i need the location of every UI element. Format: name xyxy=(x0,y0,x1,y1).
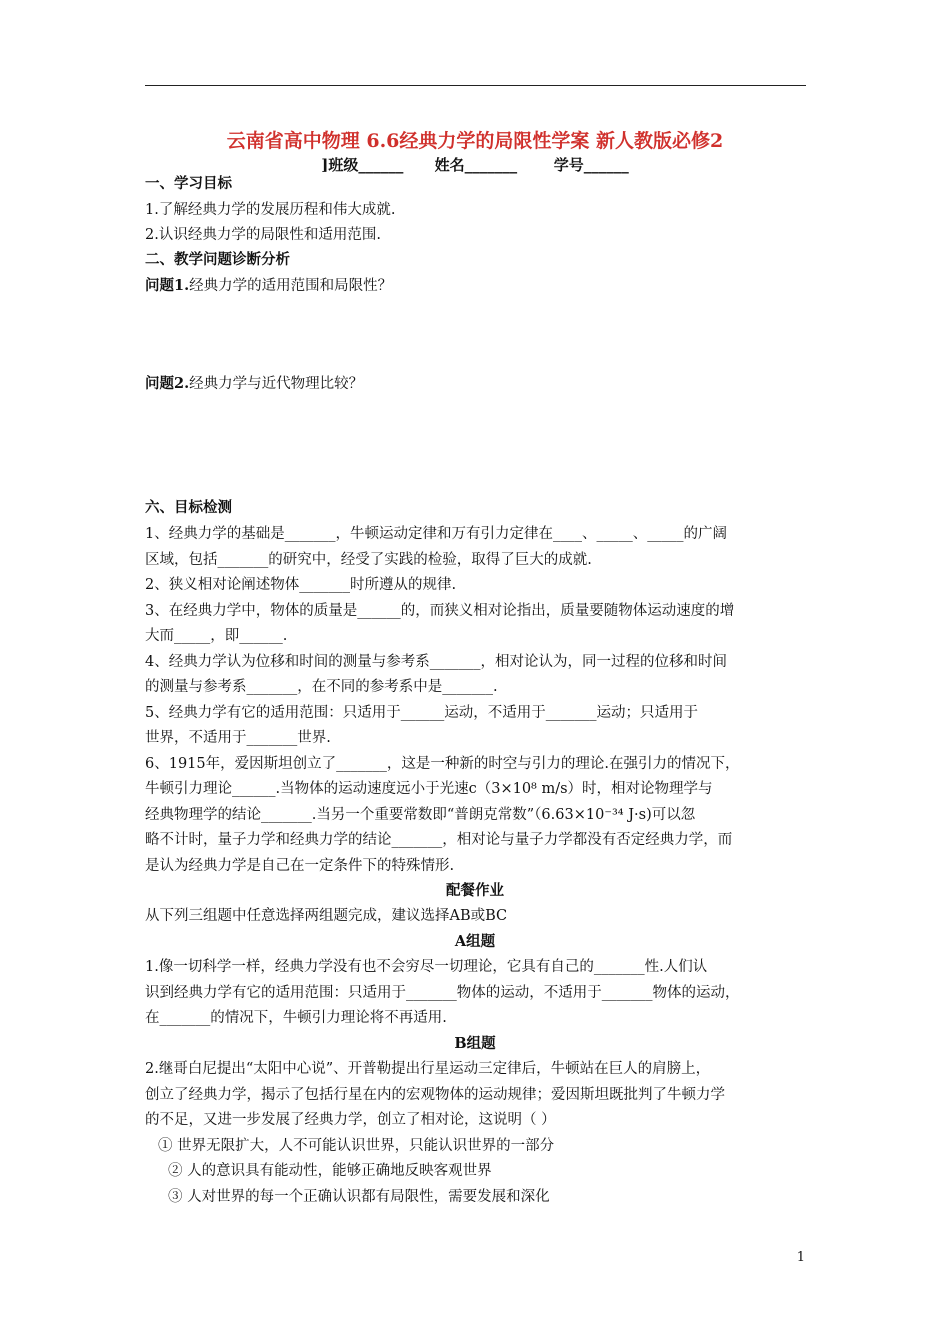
assessment-line: 2、狭义相对论阐述物体_______时所遵从的规律. xyxy=(145,577,457,593)
assessment-line: 世界，不适用于_______世界. xyxy=(145,730,331,746)
group-b-line: 2.继哥白尼提出“太阳中心说”、开普勒提出行星运动三定律后，牛顿站在巨人的肩膀上， xyxy=(145,1061,711,1077)
group-a-line: 在_______的情况下，牛顿引力理论将不再适用. xyxy=(145,1010,447,1026)
assessment-line: 的测量与参考系_______，在不同的参考系中是_______. xyxy=(145,679,498,695)
assessment-line: 牛顿引力理论______.当物体的运动速度远小于光速c（3×10⁸ m/s）时，相对论物理学与 xyxy=(145,781,713,797)
section-heading-assessment: 六、目标检测 xyxy=(145,499,232,516)
assessment-line: 5、经典力学有它的适用范围：只适用于______运动，不适用于_______运动；只适用于 xyxy=(145,705,698,721)
assessment-line: 4、经典力学认为位移和时间的测量与参考系_______，相对论认为，同一过程的位移和时间 xyxy=(145,654,727,670)
question-1 xyxy=(145,279,392,294)
question-2 xyxy=(145,377,363,392)
assessment-line: 经典物理学的结论_______.当另一个重要常数即“普朗克常数”（6.63×10⁻³⁴ J·s)可以忽 xyxy=(145,807,696,823)
group-a-line: 识到经典力学有它的适用范围：只适用于_______物体的运动，不适用于_______物体的运动， xyxy=(145,985,740,1001)
option-item: ① 世界无限扩大，人不可能认识世界，只能认识世界的一部分 xyxy=(158,1138,555,1154)
assessment-line: 6、1915年，爱因斯坦创立了_______，这是一种新的时空与引力的理论.在强引力的情况下， xyxy=(145,756,740,772)
student-info-line: ]班级______ 姓名_______ 学号______ xyxy=(321,156,629,174)
option-item: ② 人的意识具有能动性，能够正确地反映客观世界 xyxy=(168,1163,492,1179)
assessment-line: 3、在经典力学中，物体的质量是______的，而狭义相对论指出，质量要随物体运动速度的增 xyxy=(145,603,735,619)
question-label: 问题2. xyxy=(145,375,190,392)
question-text: 经典力学与近代物理比较？ xyxy=(189,376,364,392)
homework-heading: 配餐作业 xyxy=(446,882,504,899)
assessment-line: 是认为经典力学是自己在一定条件下的特殊情形. xyxy=(145,858,455,874)
group-b-line: 创立了经典力学，揭示了包括行星在内的宏观物体的运动规律；爱因斯坦既批判了牛顿力学 xyxy=(145,1087,725,1103)
group-a-heading: A组题 xyxy=(454,933,496,950)
header-rule xyxy=(145,85,806,86)
section-heading-diagnosis: 二、教学问题诊断分析 xyxy=(145,251,290,268)
assessment-line: 大而_____，即______. xyxy=(145,628,288,644)
goal-item: 2.认识经典力学的局限性和适用范围. xyxy=(145,227,381,243)
group-b-heading: B组题 xyxy=(454,1035,496,1052)
assessment-line: 略不计时，量子力学和经典力学的结论_______，相对论与量子力学都没有否定经典力学，而 xyxy=(145,832,733,848)
goal-item: 1.了解经典力学的发展历程和伟大成就. xyxy=(145,202,396,218)
question-text: 经典力学的适用范围和局限性？ xyxy=(189,278,393,294)
assessment-line: 区域，包括_______的研究中，经受了实践的检验，取得了巨大的成就. xyxy=(145,552,592,568)
section-heading-goals: 一、学习目标 xyxy=(145,175,232,192)
homework-intro: 从下列三组题中任意选择两组题完成，建议选择AB或BC xyxy=(145,908,508,924)
option-item: ③ 人对世界的每一个正确认识都有局限性，需要发展和深化 xyxy=(168,1189,550,1205)
question-label: 问题1. xyxy=(145,277,190,294)
document-title: 云南省高中物理 6.6经典力学的局限性学案 新人教版必修2 xyxy=(226,130,724,152)
group-b-line: 的不足，又进一步发展了经典力学，创立了相对论，这说明（ ） xyxy=(145,1112,556,1128)
page-number: 1 xyxy=(796,1250,805,1265)
assessment-line: 1、经典力学的基础是_______，牛顿运动定律和万有引力定律在____、_____、_____的广阔 xyxy=(145,526,727,542)
group-a-line: 1.像一切科学一样，经典力学没有也不会穷尽一切理论，它具有自己的_______性.人们认 xyxy=(145,959,708,975)
